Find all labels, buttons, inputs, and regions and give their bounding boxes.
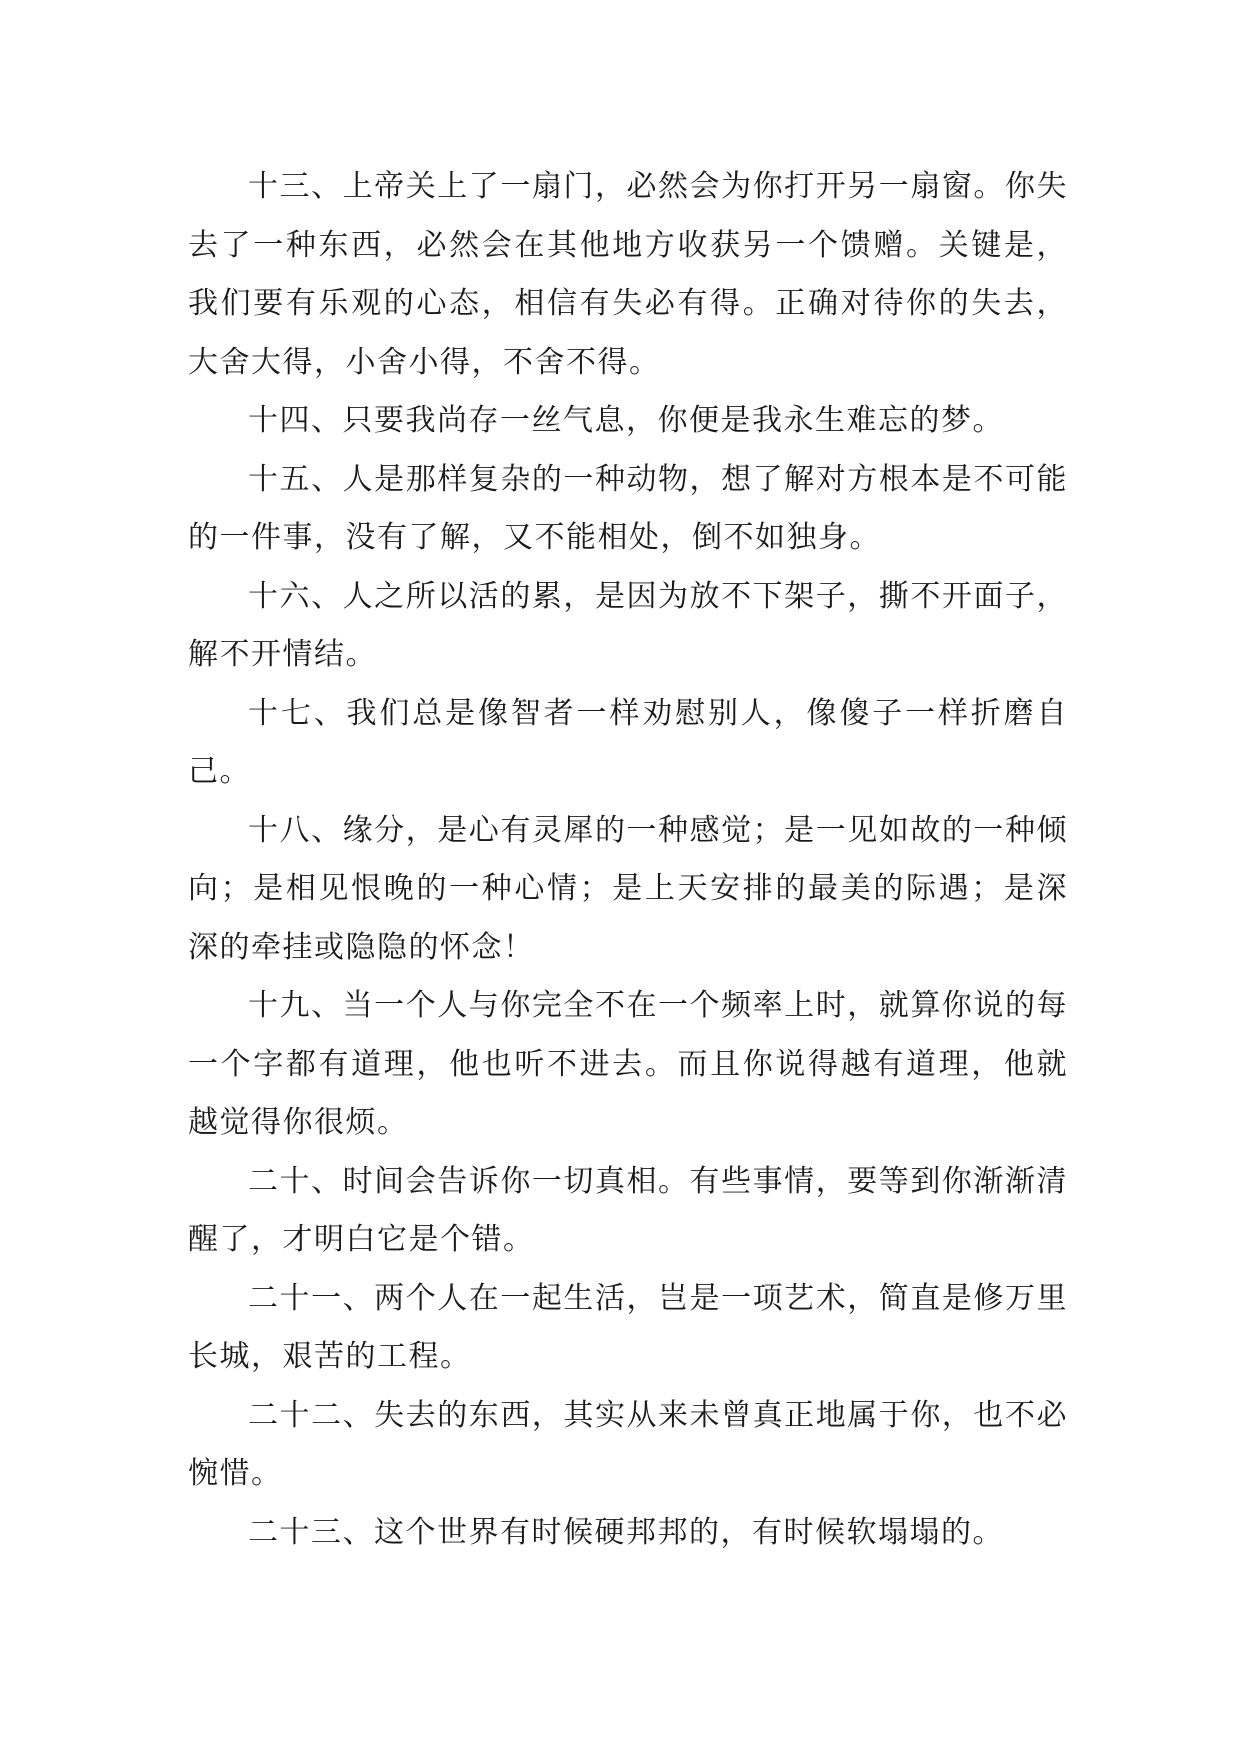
paragraph-20: 二十、时间会告诉你一切真相。有些事情，要等到你渐渐清醒了，才明白它是个错。 — [188, 1163, 1068, 1257]
paragraph-14: 十四、只要我尚存一丝气息，你便是我永生难忘的梦。 — [248, 403, 1004, 438]
paragraph-16: 十六、人之所以活的累，是因为放不下架子，撕不开面子，解不开情结。 — [188, 578, 1068, 672]
paragraph-13: 十三、上帝关上了一扇门，必然会为你打开另一扇窗。你失去了一种东西，必然会在其他地方收获另一个馈赠。关键是，我们要有乐观的心态，相信有失必有得。正确对待你的失去，大舍大得，小舍小得，不舍不得。 — [188, 169, 1068, 380]
paragraph-23: 二十三、这个世界有时候硬邦邦的，有时候软塌塌的。 — [248, 1514, 1004, 1550]
paragraph-18: 十八、缘分，是心有灵犀的一种感觉；是一见如故的一种倾向；是相见恨晚的一种心情；是上天安排的最美的际遇；是深深的牵挂或隐隐的怀念！ — [188, 812, 1068, 965]
paragraph-15: 十五、人是那样复杂的一种动物，想了解对方根本是不可能的一件事，没有了解，又不能相处，倒不如独身。 — [188, 461, 1068, 555]
document-body — [188, 158, 1068, 1562]
paragraph-19: 十九、当一个人与你完全不在一个频率上时，就算你说的每一个字都有道理，他也听不进去。而且你说得越有道理，他就越觉得你很烦。 — [188, 988, 1068, 1140]
paragraph-17: 十七、我们总是像智者一样劝慰别人，像傻子一样折磨自己。 — [188, 695, 1068, 789]
paragraph-21: 二十一、两个人在一起生活，岂是一项艺术，简直是修万里长城，艰苦的工程。 — [188, 1280, 1068, 1374]
paragraph-22: 二十二、失去的东西，其实从来未曾真正地属于你，也不必惋惜。 — [188, 1397, 1068, 1491]
